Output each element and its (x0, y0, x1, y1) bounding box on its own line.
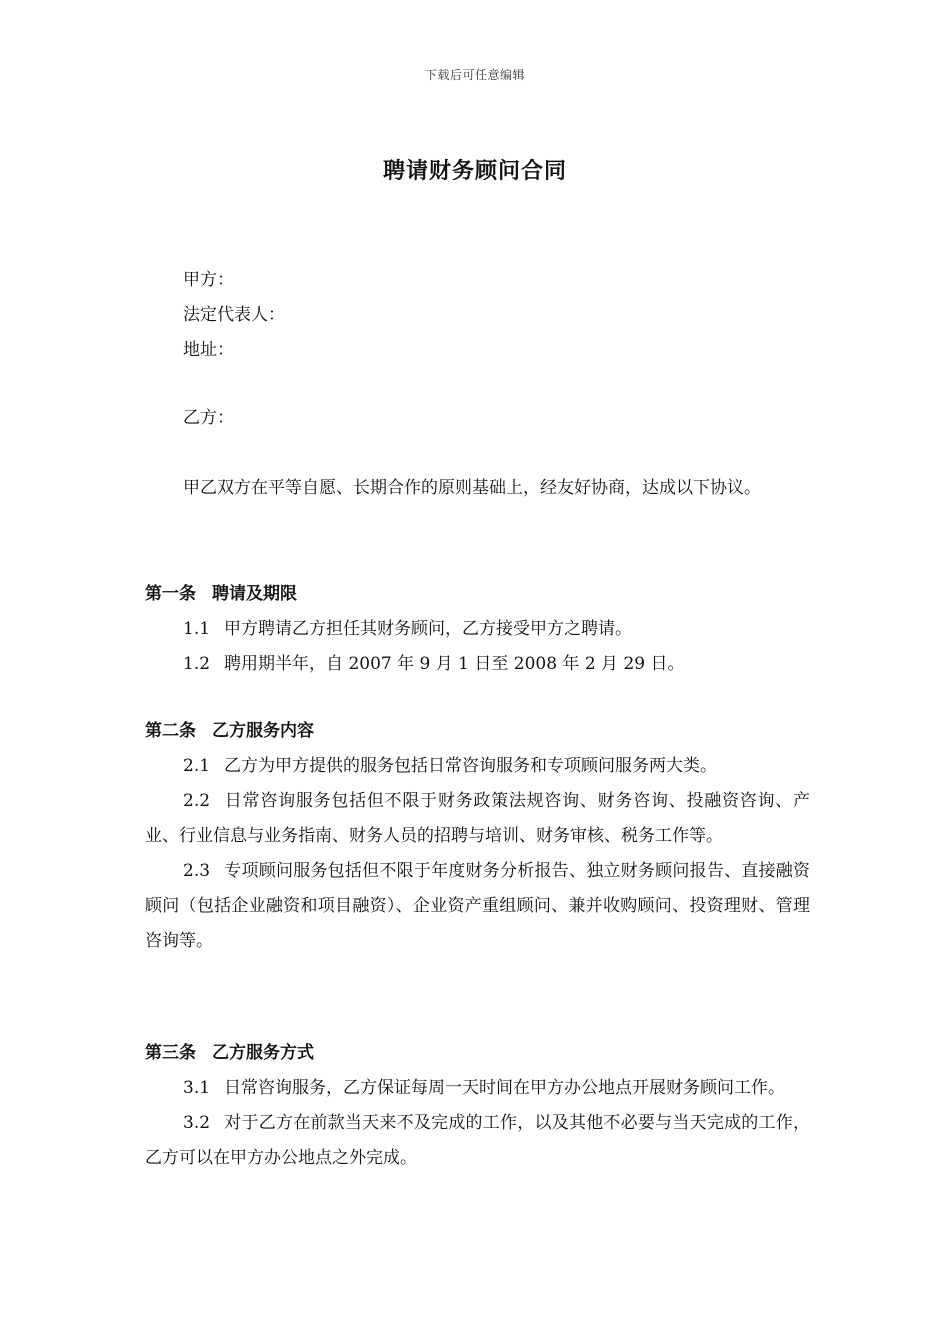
address-label: 地址： (183, 340, 234, 360)
clause-text: 日常咨询服务，乙方保证每周一天时间在甲方办公地点开展财务顾问工作。 (224, 1078, 786, 1098)
section-1 (145, 577, 810, 682)
clause (145, 854, 810, 959)
section-number: 第一条 (145, 584, 196, 604)
clause-number: 1.1 (183, 619, 211, 639)
clause-number: 3.2 (183, 1113, 211, 1133)
clause-text: 乙方为甲方提供的服务包括日常咨询服务和专项顾问服务两大类。 (224, 756, 718, 776)
clause-number: 2.1 (183, 756, 211, 776)
section-title: 乙方服务内容 (212, 721, 314, 741)
intro-paragraph: 甲乙双方在平等自愿、长期合作的原则基础上，经友好协商，达成以下协议。 (183, 478, 761, 498)
legal-rep-label: 法定代表人： (183, 305, 285, 325)
section-title: 聘请及期限 (212, 584, 297, 604)
clause-text: 聘用期半年，自 2007 年 9 月 1 日至 2008 年 2 月 29 日。 (224, 654, 685, 674)
section-title: 乙方服务方式 (212, 1043, 314, 1063)
section-3 (145, 1036, 810, 1176)
document-title: 聘请财务顾问合同 (382, 158, 567, 184)
clause (145, 784, 810, 854)
section-number: 第三条 (145, 1043, 196, 1063)
section-2 (145, 714, 810, 959)
party-b-label: 乙方： (183, 408, 234, 428)
clause (145, 749, 810, 784)
clause (145, 1106, 810, 1176)
section-number: 第二条 (145, 721, 196, 741)
clause-number: 2.3 (183, 861, 211, 881)
clause-number: 2.2 (183, 791, 211, 811)
clause-text: 日常咨询服务包括但不限于财务政策法规咨询、财务咨询、投融资咨询、产业、行业信息与业务指南、财务人员的招聘与培训、财务审核、税务工作等。 (145, 791, 810, 846)
party-a-label: 甲方： (183, 270, 234, 290)
clause-text: 对于乙方在前款当天来不及完成的工作，以及其他不必要与当天完成的工作，乙方可以在甲方办公地点之外完成。 (145, 1113, 810, 1168)
intro-block (145, 471, 810, 506)
header-note: 下载后可任意编辑 (424, 68, 525, 82)
section-heading (145, 1036, 810, 1071)
parties-block (145, 263, 810, 368)
clause (145, 647, 810, 682)
clause (145, 612, 810, 647)
party-b-block (145, 401, 810, 436)
clause-number: 3.1 (183, 1078, 211, 1098)
clause-number: 1.2 (183, 654, 211, 674)
section-heading (145, 577, 810, 612)
clause (145, 1071, 810, 1106)
section-heading (145, 714, 810, 749)
clause-text: 甲方聘请乙方担任其财务顾问，乙方接受甲方之聘请。 (224, 619, 633, 639)
clause-text: 专项顾问服务包括但不限于年度财务分析报告、独立财务顾问报告、直接融资顾问（包括企业融资和项目融资）、企业资产重组顾问、兼并收购顾问、投资理财、管理咨询等。 (145, 861, 810, 951)
